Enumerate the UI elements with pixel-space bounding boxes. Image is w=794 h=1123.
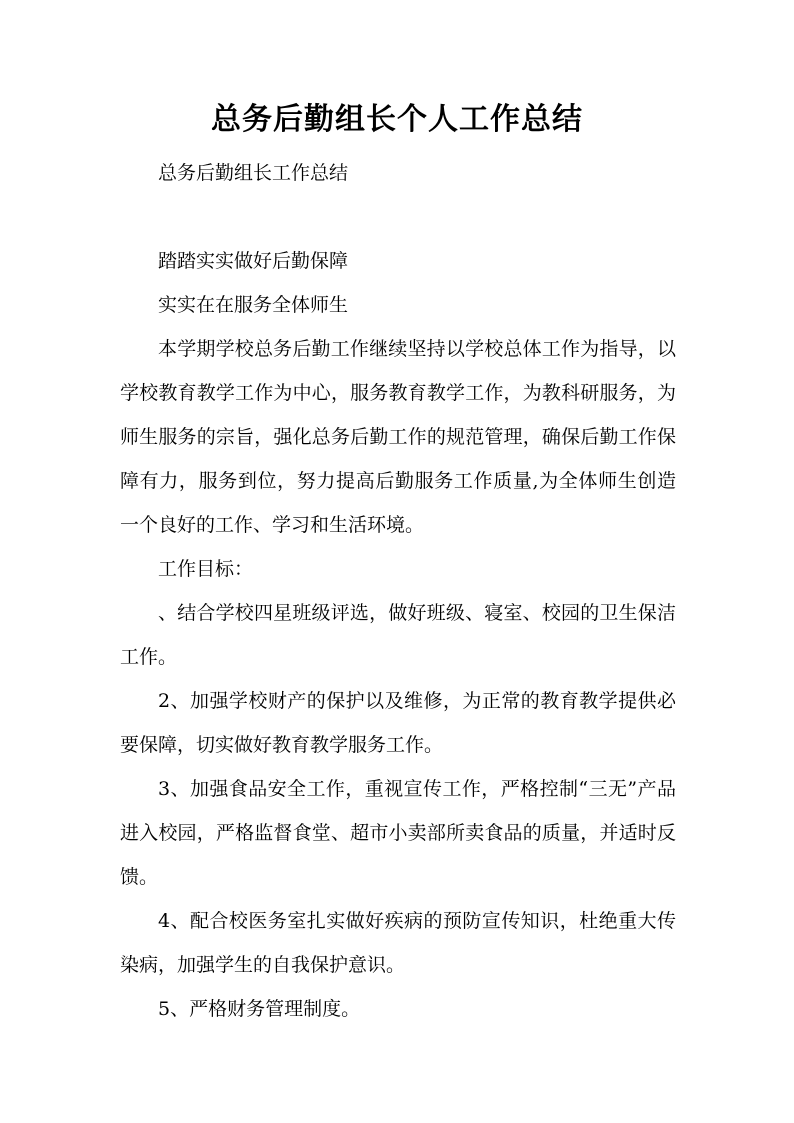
goal-item-3: 3、加强食品安全工作，重视宣传工作，严格控制“三无”产品进入校园，严格监督食堂、超市小卖部所卖食品的质量，并适时反馈。: [120, 778, 676, 888]
document-body: [120, 151, 676, 1031]
goal-item-1: 、结合学校四星班级评选，做好班级、寝室、校园的卫生保洁工作。: [120, 602, 676, 668]
slogan-line-2: 实实在在服务全体师生: [158, 294, 349, 316]
subtitle-paragraph: 总务后勤组长工作总结: [158, 162, 349, 184]
goal-item-4: 4、配合校医务室扎实做好疾病的预防宣传知识，杜绝重大传染病，加强学生的自我保护意识。: [120, 910, 676, 976]
blank-line: [120, 195, 676, 239]
intro-paragraph: 本学期学校总务后勤工作继续坚持以学校总体工作为指导，以学校教育教学工作为中心，服务教育教学工作，为教科研服务，为师生服务的宗旨，强化总务后勤工作的规范管理，确保后勤工作保障有力，服务到位，努力提高后勤服务工作质量,为全体师生创造一个良好的工作、学习和生活环境。: [120, 338, 676, 536]
document-title: 总务后勤组长个人工作总结: [211, 102, 583, 137]
goals-heading: 工作目标：: [158, 558, 254, 580]
slogan-line-1: 踏踏实实做好后勤保障: [158, 250, 349, 272]
goal-item-2: 2、加强学校财产的保护以及维修，为正常的教育教学提供必要保障，切实做好教育教学服务工作。: [120, 690, 676, 756]
goal-item-5: 5、严格财务管理制度。: [158, 998, 361, 1020]
